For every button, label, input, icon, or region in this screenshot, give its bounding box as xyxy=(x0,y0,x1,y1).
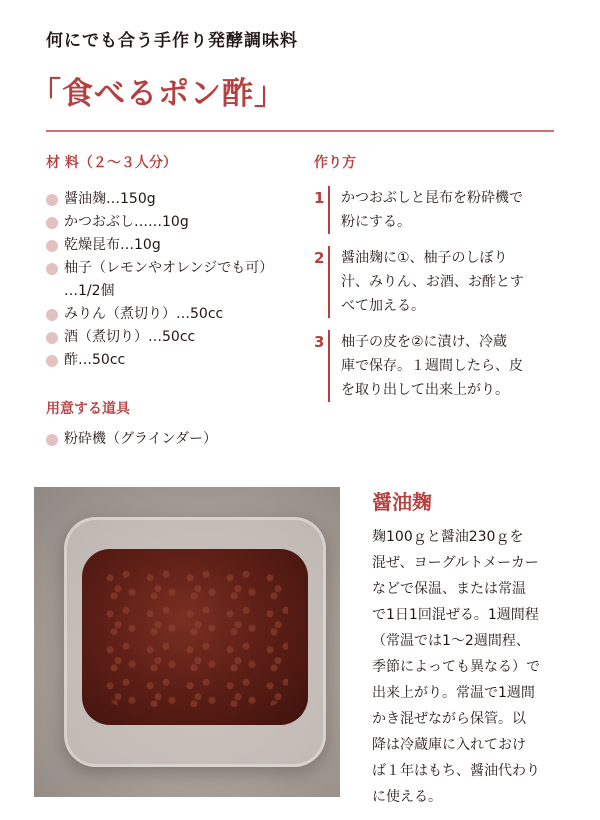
list-item xyxy=(46,326,301,349)
list-item xyxy=(46,303,301,326)
ingredient-text: みりん（煮切り）…50cc xyxy=(64,306,224,322)
step-number: 1 xyxy=(314,189,325,207)
method-steps xyxy=(314,186,564,414)
soy-koji-description: 麹100ｇと醤油230ｇを 混ぜ、ヨーグルトメーカー などで保温、または常温 で1日1回混ぜる。1週間程 （常温では1～2週間程、 季節によっても異なる）で 出来上がり。常温で1週間 かき混ぜながら保管。以 降は冷蔵庫に入れておけ ば１年はもち、醤油代わり に使える。 xyxy=(372,529,540,805)
step-text: 醤油麹に①、柚子のしぼり 汁、みりん、お酒、お酢とす べて加える。 xyxy=(328,246,561,318)
list-item xyxy=(46,349,301,372)
ingredient-text: 柚子（レモンやオレンジでも可） …1/2個 xyxy=(64,260,274,299)
bullet-icon xyxy=(46,332,58,344)
ingredient-text: 乾燥昆布…10g xyxy=(64,237,161,253)
list-item xyxy=(46,257,301,303)
ingredient-text: かつおぶし……10g xyxy=(64,214,189,230)
list-item xyxy=(46,211,301,234)
step-text: 柚子の皮を②に漬け、冷蔵 庫で保存。１週間したら、皮 を取り出して出来上がり。 xyxy=(328,330,561,402)
soy-koji-contents xyxy=(82,549,308,725)
bullet-icon xyxy=(46,194,58,206)
step-text: かつおぶしと昆布を粉砕機で 粉にする。 xyxy=(328,186,561,234)
ingredient-text: 醤油麹…150g xyxy=(64,191,156,207)
step-number: 2 xyxy=(314,249,325,267)
article-subtitle: 何にでも合う手作り発酵調味料 xyxy=(46,31,298,51)
list-item xyxy=(46,188,301,211)
bullet-icon xyxy=(46,355,58,367)
bullet-icon xyxy=(46,240,58,252)
method-heading: 作り方 xyxy=(314,155,356,171)
ingredients-list xyxy=(46,188,301,372)
method-step xyxy=(314,246,564,318)
bullet-icon xyxy=(46,263,58,275)
method-step xyxy=(314,186,564,234)
list-item xyxy=(46,234,301,257)
bullet-icon xyxy=(46,309,58,321)
soy-koji-title: 醤油麹 xyxy=(372,490,432,514)
method-step xyxy=(314,330,564,402)
step-number: 3 xyxy=(314,333,325,351)
list-item xyxy=(46,428,301,451)
ingredient-text: 酒（煮切り）…50cc xyxy=(64,329,196,345)
article-title: 「食べるポン酢」 xyxy=(30,76,286,112)
bullet-icon xyxy=(46,434,58,446)
title-divider xyxy=(46,130,554,132)
tools-heading: 用意する道具 xyxy=(46,401,130,417)
ingredient-text: 酢…50cc xyxy=(64,352,126,368)
tool-text: 粉砕機（グラインダー） xyxy=(64,431,218,447)
bullet-icon xyxy=(46,217,58,229)
ingredients-heading: 材 料（２～３人分） xyxy=(46,155,177,171)
soy-koji-photo xyxy=(34,487,340,797)
tools-list xyxy=(46,428,301,451)
